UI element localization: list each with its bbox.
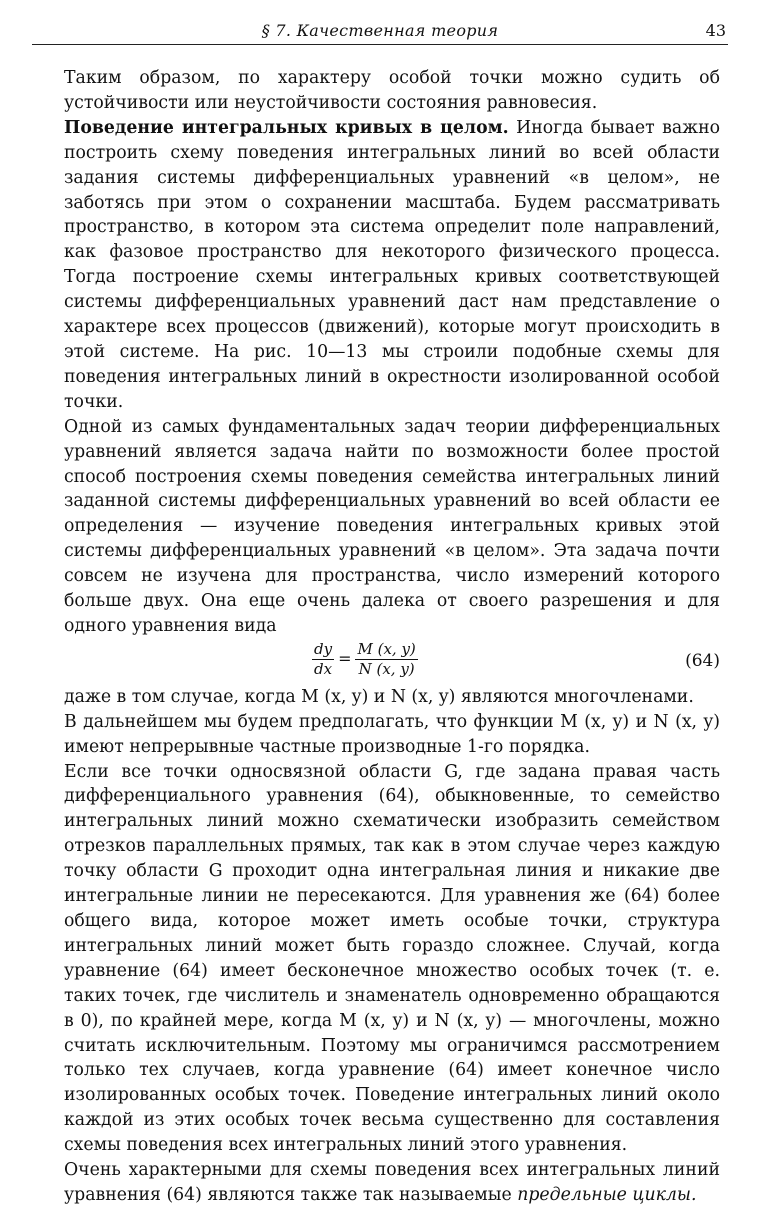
paragraph-5-text: В дальнейшем мы будем предполагать, что функции M (x, y) и N (x, y) имеют непрерывные частные производные 1-го порядка.	[64, 711, 720, 757]
paragraph-1	[64, 66, 720, 116]
equals-sign: =	[338, 648, 352, 668]
numerator-dy: dy	[314, 639, 333, 658]
fraction-expression	[312, 640, 418, 679]
fraction-m-n	[355, 640, 417, 679]
paragraph-2-text: Иногда бывает важно построить схему поведения интегральных линий во всей области задания системы дифференциальных уравнений «в целом», не заботясь при этом о сохранении масштаба. Будем рассматривать пространство, в котором эта система определит поле направлений, как фазовое пространство для некоторого физического процесса. Тогда построение схемы интегральных кривых соответствующей системы дифференциальных уравнений даст нам представление о характере всех процессов (движений), которые могут происходить в этой системе. На рис. 10—13 мы строили подобные схемы для поведения интегральных линий в окрестности изолированной особой точки.	[64, 117, 720, 412]
paragraph-3	[64, 415, 720, 639]
numerator-m: M (x, y)	[357, 639, 416, 658]
denominator-n: N (x, y)	[358, 659, 415, 678]
denominator-dx: dx	[314, 659, 333, 678]
section-title: § 7. Качественная теория	[261, 21, 499, 40]
equation-number: (64)	[685, 650, 720, 671]
paragraph-7	[64, 1158, 720, 1208]
formula-64	[64, 637, 720, 687]
paragraph-1-text: Таким образом, по характеру особой точки можно судить об устойчивости или неустойчивости состояния равновесия.	[64, 68, 720, 113]
paragraph-6	[64, 760, 720, 1159]
page-body	[64, 66, 720, 1208]
paragraph-7-text: Очень характерными для схемы поведения всех интегральных линий уравнения (64) являются также так называемые	[64, 1160, 720, 1205]
paragraph-4	[64, 685, 720, 710]
running-header	[32, 18, 728, 45]
paragraph-2	[64, 116, 720, 415]
page-number: 43	[705, 21, 726, 40]
paragraph-7-italic: предельные циклы.	[517, 1184, 697, 1205]
paragraph-2-heading: Поведение интегральных кривых в целом.	[64, 117, 509, 138]
paragraph-3-text: Одной из самых фундаментальных задач теории дифференциальных уравнений является задача найти по возможности более простой способ построения схемы поведения семейства интегральных линий заданной системы дифференциальных уравнений во всей области ее определения — изучение поведения интегральных кривых этой системы дифференциальных уравнений «в целом». Эта задача почти совсем не изучена для пространства, число измерений которого больше двух. Она еще очень далека от своего разрешения и для одного уравнения вида	[64, 416, 720, 636]
paragraph-5	[64, 710, 720, 760]
paragraph-6-text: Если все точки односвязной области G, где задана правая часть дифференциального уравнения (64), обыкновенные, то семейство интегральных линий можно схематически изобразить семейством отрезков параллельных прямых, так как в этом случае через каждую точку области G проходит одна интегральная линия и никакие две интегральные линии не пересекаются. Для уравнения же (64) более общего вида, которое может иметь особые точки, структура интегральных линий может быть гораздо сложнее. Случай, когда уравнение (64) имеет бесконечное множество особых точек (т. е. таких точек, где числитель и знаменатель одновременно обращаются в 0), по крайней мере, когда M (x, y) и N (x, y) — многочлены, можно считать исключительным. Поэтому мы ограничимся рассмотрением только тех случаев, когда уравнение (64) имеет конечное число изолированных особых точек. Поведение интегральных линий около каждой из этих особых точек весьма существенно для составления схемы поведения всех интегральных линий этого уравнения.	[64, 761, 720, 1156]
fraction-dy-dx	[312, 640, 334, 679]
paragraph-4-text: даже в том случае, когда M (x, y) и N (x, y) являются многочленами.	[64, 686, 694, 707]
